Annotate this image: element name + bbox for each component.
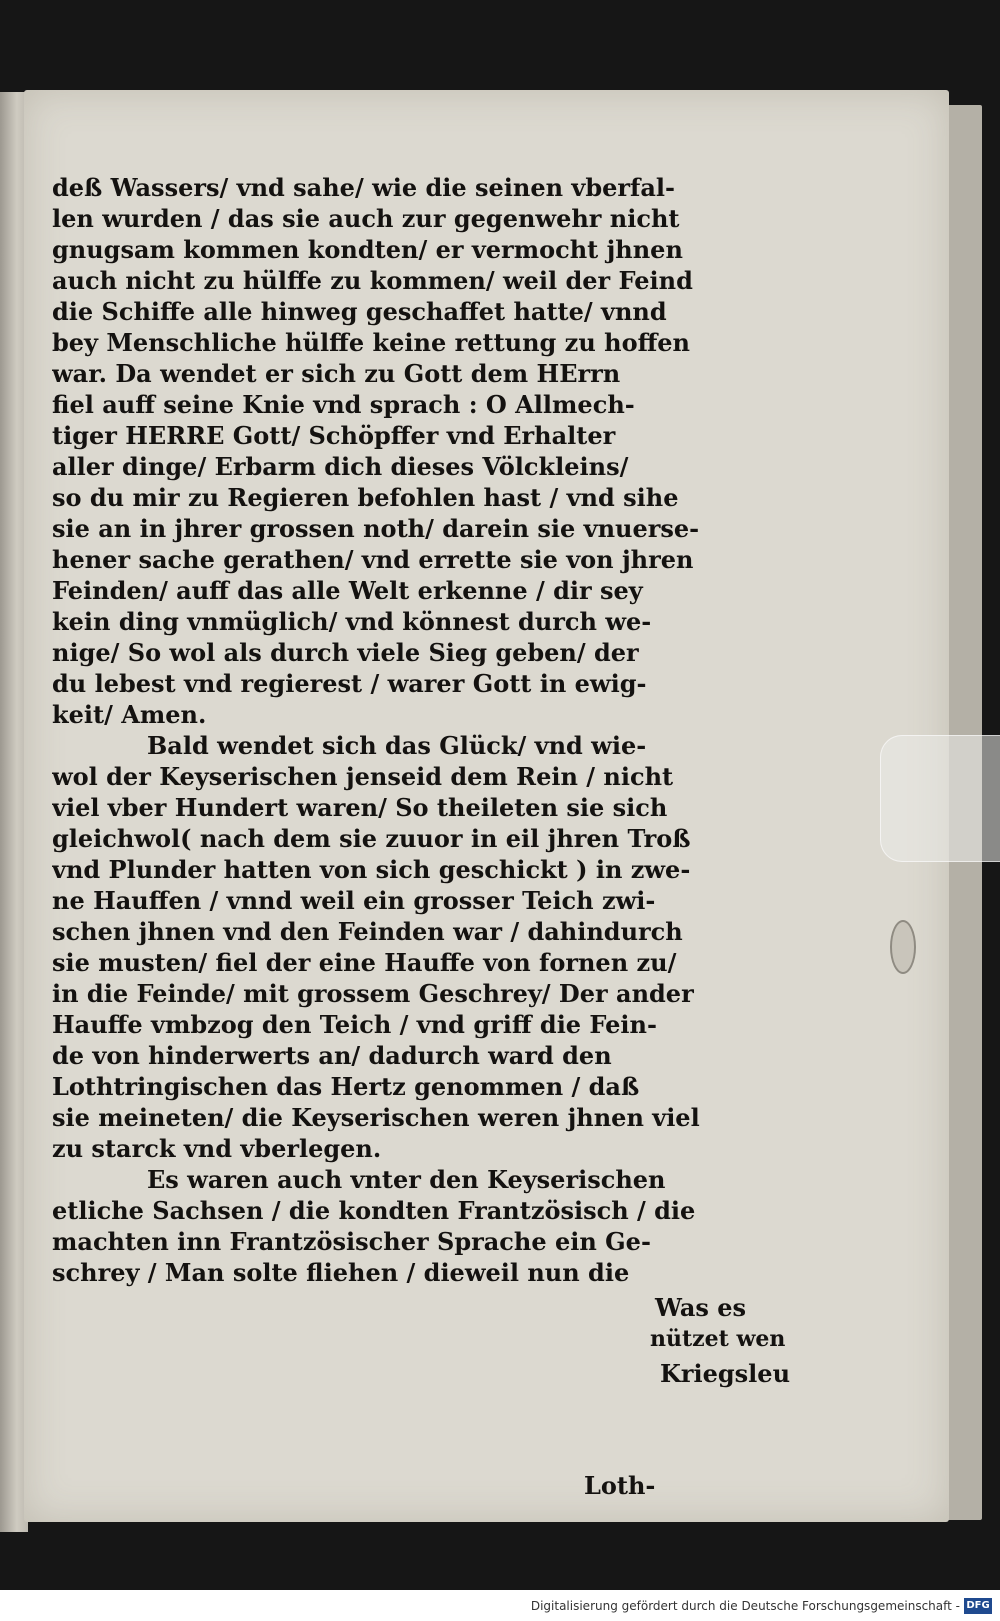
marginal-note-3: Kriegsleu xyxy=(660,1359,791,1388)
text-line: die Schiffe alle hinweg geschaffet hatte/ vnnd xyxy=(52,297,667,326)
text-line: hener sache gerathen/ vnd errette sie von jhren xyxy=(52,545,694,574)
text-line: Bald wendet sich das Glück/ vnd wie- xyxy=(147,731,647,760)
text-line: du lebest vnd regierest / warer Gott in ewig- xyxy=(52,669,647,698)
text-line: schrey / Man solte fliehen / dieweil nun die xyxy=(52,1258,630,1287)
text-line: nige/ So wol als durch viele Sieg geben/ der xyxy=(52,638,639,667)
text-line: gnugsam kommen kondten/ er vermocht jhnen xyxy=(52,235,683,264)
text-line: len wurden / das sie auch zur gegenwehr nicht xyxy=(52,204,680,233)
funding-credit: Digitalisierung gefördert durch die Deutsche Forschungsgemeinschaft - xyxy=(530,1599,960,1613)
text-line: war. Da wendet er sich zu Gott dem HErrn xyxy=(52,359,621,388)
text-line: Hauffe vmbzog den Teich / vnd griff die Fein- xyxy=(52,1010,657,1039)
text-line: bey Menschliche hülffe keine rettung zu hoffen xyxy=(52,328,690,357)
text-line: Lothtringischen das Hertz genommen / daß xyxy=(52,1072,640,1101)
body-text xyxy=(52,172,702,1288)
text-line: sie musten/ fiel der eine Hauffe von fornen zu/ xyxy=(52,948,677,977)
text-line: so du mir zu Regieren befohlen hast / vnd sihe xyxy=(52,483,679,512)
text-line: Feinden/ auff das alle Welt erkenne / dir sey xyxy=(52,576,643,605)
text-line: sie meineten/ die Keyserischen weren jhnen viel xyxy=(52,1103,700,1132)
page-clip xyxy=(880,735,1000,862)
marginal-note-1: Was es xyxy=(655,1293,747,1322)
text-line: deß Wassers/ vnd sahe/ wie die seinen vberfal- xyxy=(52,173,676,202)
text-line: auch nicht zu hülffe zu kommen/ weil der Feind xyxy=(52,266,693,295)
text-line: vnd Plunder hatten von sich geschickt ) in zwe- xyxy=(52,855,691,884)
text-line: gleichwol( nach dem sie zuuor in eil jhren Troß xyxy=(52,824,691,853)
text-line: in die Feinde/ mit grossem Geschrey/ Der ander xyxy=(52,979,694,1008)
text-line: machten inn Frantzösischer Sprache ein Ge- xyxy=(52,1227,651,1256)
document-page xyxy=(24,90,949,1522)
text-line: wol der Keyserischen jenseid dem Rein / nicht xyxy=(52,762,674,791)
text-line: schen jhnen vnd den Feinden war / dahindurch xyxy=(52,917,683,946)
text-line: kein ding vnmüglich/ vnd könnest durch we- xyxy=(52,607,652,636)
text-line: aller dinge/ Erbarm dich dieses Völckleins/ xyxy=(52,452,629,481)
text-line: ne Hauffen / vnnd weil ein grosser Teich zwi- xyxy=(52,886,656,915)
text-line: fiel auff seine Knie vnd sprach : O Allmech- xyxy=(52,390,635,419)
binding-hole xyxy=(890,920,916,974)
text-line: etliche Sachsen / die kondten Frantzösisch / die xyxy=(52,1196,696,1225)
text-line: keit/ Amen. xyxy=(52,700,207,729)
marginal-note-2: nützet wen xyxy=(650,1326,786,1352)
text-line: zu starck vnd vberlegen. xyxy=(52,1134,382,1163)
text-line: sie an in jhrer grossen noth/ darein sie vnuerse- xyxy=(52,514,700,543)
text-line: de von hinderwerts an/ dadurch ward den xyxy=(52,1041,612,1070)
catchword: Loth- xyxy=(584,1471,656,1500)
text-line: viel vber Hundert waren/ So theileten sie sich xyxy=(52,793,668,822)
dfg-logo: DFG xyxy=(964,1598,992,1614)
text-line: Es waren auch vnter den Keyserischen xyxy=(147,1165,666,1194)
text-line: tiger HERRE Gott/ Schöpffer vnd Erhalter xyxy=(52,421,616,450)
